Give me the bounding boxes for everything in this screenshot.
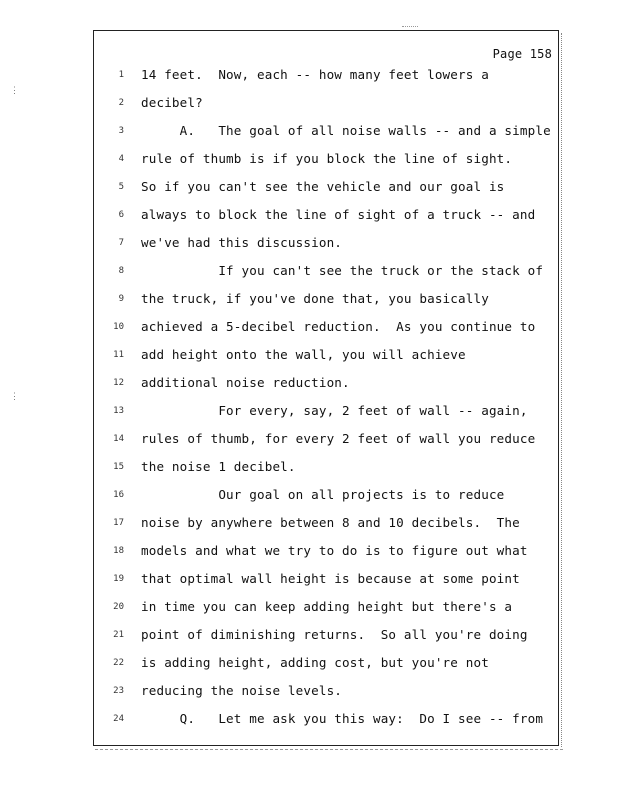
line-number: 17 <box>113 518 124 528</box>
line-number: 22 <box>113 658 124 668</box>
line-number: 24 <box>113 714 124 724</box>
line-number: 23 <box>113 686 124 696</box>
transcript-line <box>94 263 560 283</box>
line-text: reducing the noise levels. <box>141 683 343 698</box>
transcript-line <box>94 179 560 199</box>
transcript-line <box>94 459 560 479</box>
line-number: 14 <box>113 434 124 444</box>
line-number: 15 <box>113 462 124 472</box>
transcript-line <box>94 375 560 395</box>
transcript-line <box>94 291 560 311</box>
transcript-line <box>94 655 560 675</box>
line-number: 9 <box>118 294 124 304</box>
line-number: 21 <box>113 630 124 640</box>
transcript-line <box>94 683 560 703</box>
transcript-line <box>94 95 560 115</box>
line-text: the truck, if you've done that, you basically <box>141 291 489 306</box>
transcript-line <box>94 543 560 563</box>
transcript-line <box>94 151 560 171</box>
transcript-line <box>94 571 560 591</box>
line-text: always to block the line of sight of a truck -- and <box>141 207 536 222</box>
line-number: 13 <box>113 406 124 416</box>
line-number: 5 <box>118 182 124 192</box>
line-number: 20 <box>113 602 124 612</box>
line-text: rules of thumb, for every 2 feet of wall you reduce <box>141 431 536 446</box>
line-number: 18 <box>113 546 124 556</box>
line-text: rule of thumb is if you block the line of sight. <box>141 151 513 166</box>
line-number: 11 <box>113 350 124 360</box>
line-number: 6 <box>118 210 124 220</box>
page-number: Page 158 <box>492 47 552 61</box>
line-text: add height onto the wall, you will achieve <box>141 347 466 362</box>
line-text: the noise 1 decibel. <box>141 459 296 474</box>
line-text: is adding height, adding cost, but you're not <box>141 655 489 670</box>
transcript-line <box>94 67 560 87</box>
line-text: Our goal on all projects is to reduce <box>141 487 505 502</box>
line-number: 10 <box>113 322 124 332</box>
transcript-line <box>94 711 560 731</box>
line-text: A. The goal of all noise walls -- and a simple <box>141 123 551 138</box>
line-text: noise by anywhere between 8 and 10 decibels. The <box>141 515 520 530</box>
line-text: in time you can keep adding height but there's a <box>141 599 513 614</box>
line-number: 4 <box>118 154 124 164</box>
line-text: decibel? <box>141 95 203 110</box>
line-text: that optimal wall height is because at some point <box>141 571 520 586</box>
line-number: 7 <box>118 238 124 248</box>
margin-mark-middle: ⋮ <box>10 392 19 402</box>
line-number: 1 <box>118 70 124 80</box>
line-number: 19 <box>113 574 124 584</box>
transcript-line <box>94 627 560 647</box>
line-number: 8 <box>118 266 124 276</box>
line-text: Q. Let me ask you this way: Do I see -- from <box>141 711 544 726</box>
line-text: For every, say, 2 feet of wall -- again, <box>141 403 528 418</box>
transcript-line <box>94 319 560 339</box>
transcript-line <box>94 403 560 423</box>
line-text: So if you can't see the vehicle and our goal is <box>141 179 505 194</box>
line-text: If you can't see the truck or the stack of <box>141 263 544 278</box>
line-text: point of diminishing returns. So all you're doing <box>141 627 528 642</box>
transcript-line <box>94 431 560 451</box>
line-number: 16 <box>113 490 124 500</box>
transcript-line <box>94 487 560 507</box>
line-number: 3 <box>118 126 124 136</box>
bottom-rule <box>95 749 563 750</box>
line-number: 12 <box>113 378 124 388</box>
scan-mark <box>402 26 418 27</box>
line-text: achieved a 5-decibel reduction. As you continue to <box>141 319 536 334</box>
transcript-line <box>94 599 560 619</box>
line-text: 14 feet. Now, each -- how many feet lowers a <box>141 67 489 82</box>
line-text: models and what we try to do is to figure out what <box>141 543 528 558</box>
transcript-page <box>93 30 559 746</box>
line-number: 2 <box>118 98 124 108</box>
transcript-line <box>94 515 560 535</box>
transcript-line <box>94 207 560 227</box>
line-text: we've had this discussion. <box>141 235 343 250</box>
transcript-line <box>94 123 560 143</box>
transcript-line <box>94 235 560 255</box>
margin-mark-top: ⋮ <box>10 86 19 96</box>
transcript-line <box>94 347 560 367</box>
line-text: additional noise reduction. <box>141 375 350 390</box>
